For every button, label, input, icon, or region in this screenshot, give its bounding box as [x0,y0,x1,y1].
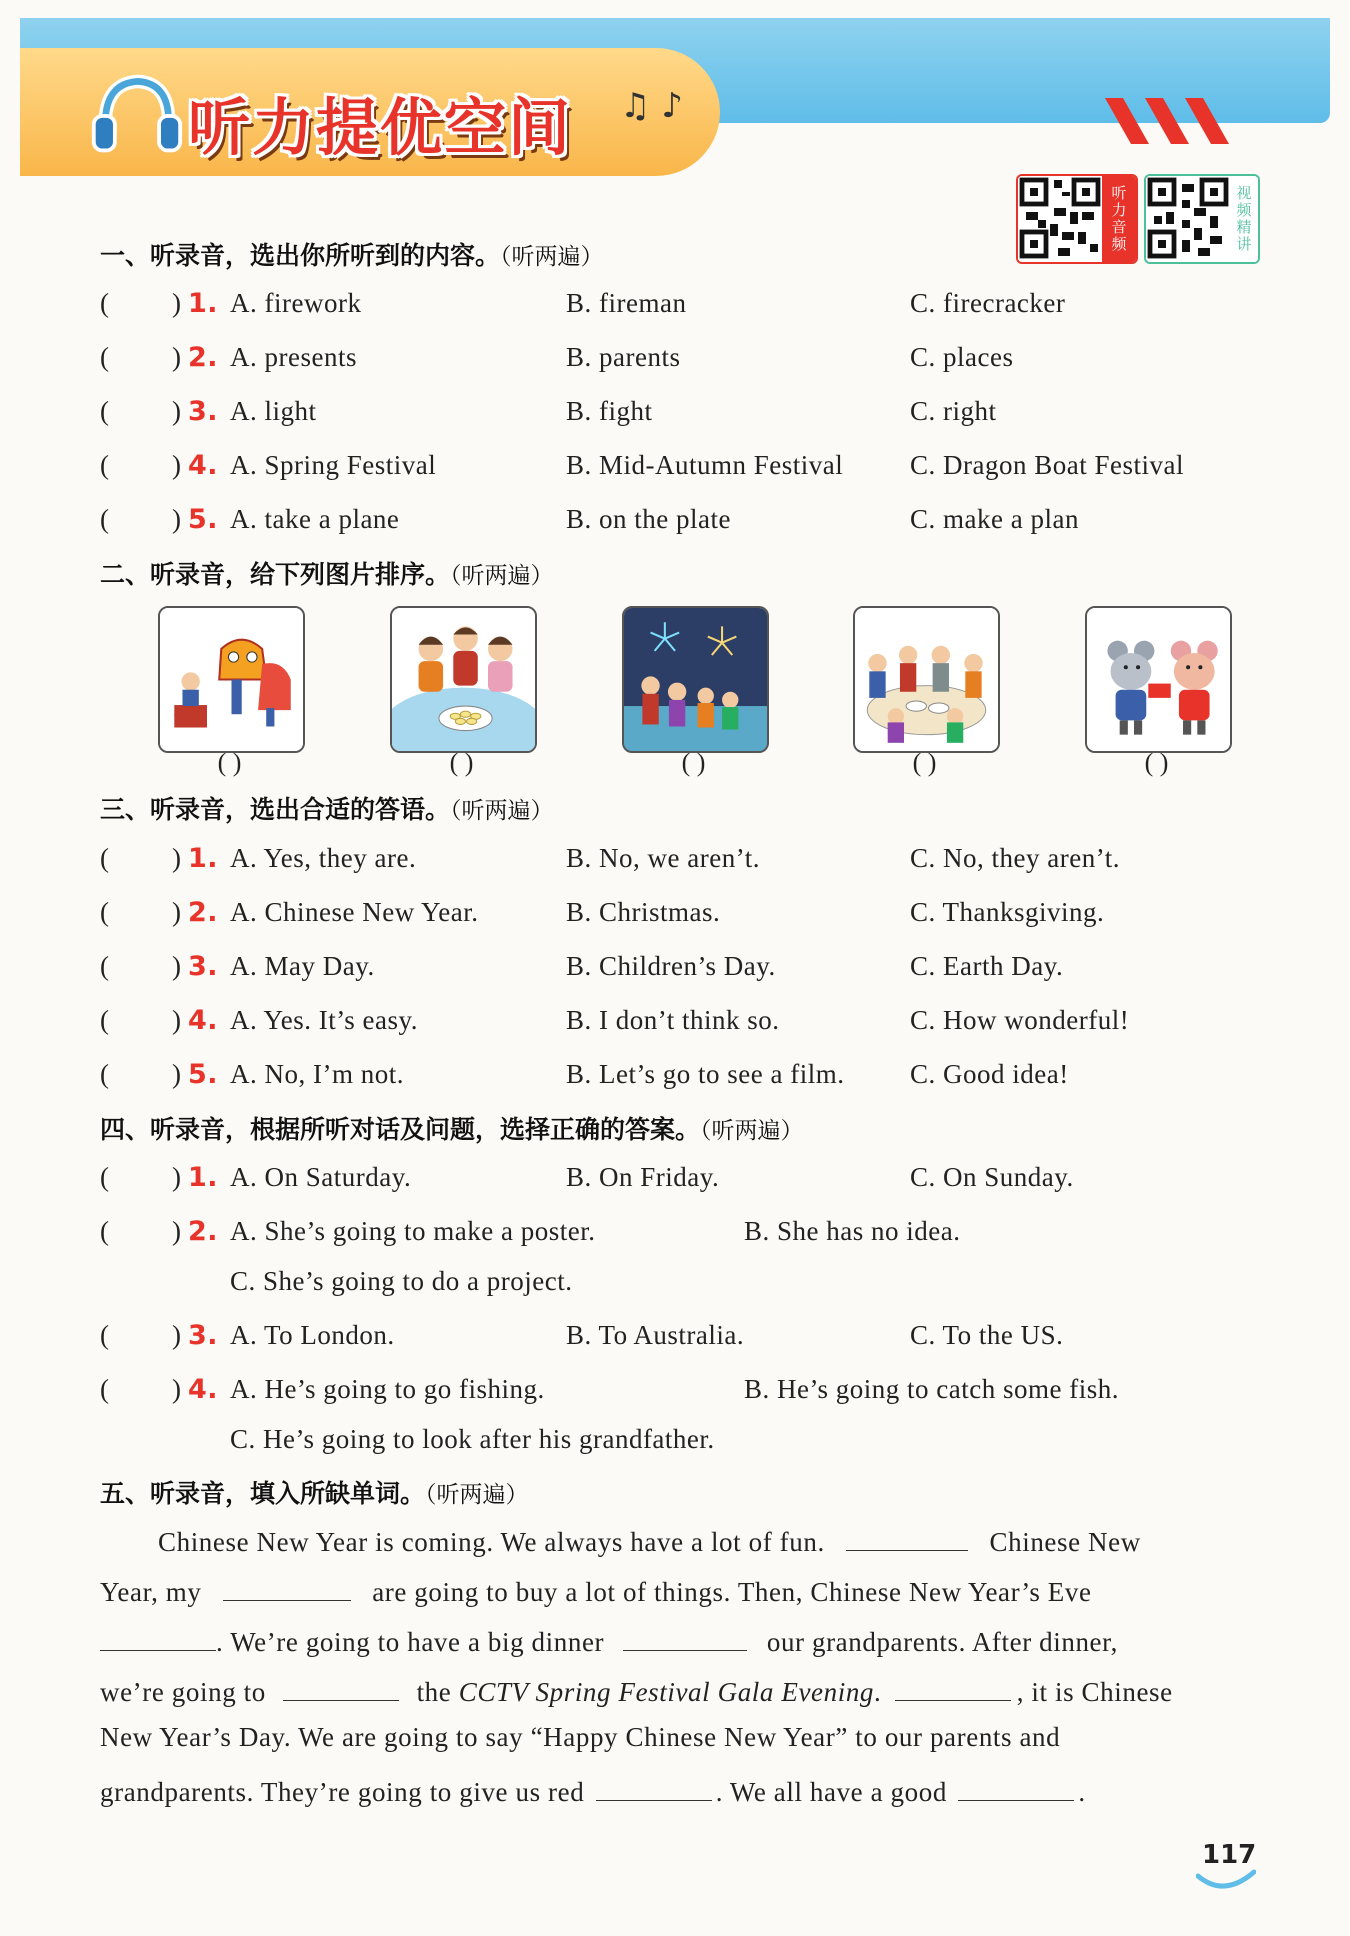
list-item: ( ) 2. A. Chinese New Year. B. Christmas. C. Thanksgiving. [100,897,1105,928]
qr-audio-label: 听 力 音 频 [1102,176,1136,262]
picture-family-dinner [853,606,1000,753]
qr-audio[interactable] [1016,174,1138,264]
fill-blank[interactable] [283,1672,399,1701]
qr-code-icon [1018,176,1102,260]
fill-blank[interactable] [895,1672,1011,1701]
qr-code-icon [1146,176,1230,260]
list-item-continued: C. She’s going to do a project. [230,1266,573,1296]
section2-title: 二、听录音，给下列图片排序。（听两遍） [100,560,554,589]
list-item: ( ) 4. A. Yes. It’s easy. B. I don’t think so. C. How wonderful! [100,1005,1130,1036]
programme-title: CCTV Spring Festival Gala Evening [458,1677,875,1707]
paragraph-line: Chinese New Year is coming. We always have a lot of fun. Chinese New [158,1522,1256,1558]
list-item: ( ) 5. A. take a plane B. on the plate C. make a plan [100,504,1079,535]
headphone-icon [88,66,184,162]
picture-making-dumplings [390,606,537,753]
fill-blank[interactable] [623,1622,747,1651]
qr-video-label: 视 频 精 讲 [1230,176,1258,262]
paragraph-line: we’re going to the CCTV Spring Festival Gala Evening. , it is Chinese [100,1672,1256,1708]
list-item: ( ) 1. A. On Saturday. B. On Friday. C. On Sunday. [100,1162,1074,1193]
swoosh-decoration [1196,1868,1256,1892]
picture-answer-blank[interactable]: ( ) [1144,748,1169,777]
paragraph-line: Year, my are going to buy a lot of things. Then, Chinese New Year’s Eve [100,1572,1256,1608]
list-item: ( ) 4. A. Spring Festival B. Mid-Autumn Festival C. Dragon Boat Festival [100,450,1184,481]
fill-blank[interactable] [958,1772,1074,1801]
fill-blank[interactable] [846,1522,968,1551]
section4-title: 四、听录音，根据所听对话及问题，选择正确的答案。（听两遍） [100,1115,804,1144]
list-item: ( ) 3. A. light B. fight C. right [100,396,997,427]
picture-red-packet [1085,606,1232,753]
picture-lion-dance [158,606,305,753]
fill-blank[interactable] [100,1622,216,1651]
list-item: ( ) 2. A. presents B. parents C. places [100,342,1014,373]
paragraph-line: grandparents. They’re going to give us red . We all have a good . [100,1772,1256,1808]
picture-answer-blank[interactable]: ( ) [449,748,474,777]
paragraph-line: . We’re going to have a big dinner our grandparents. After dinner, [100,1622,1256,1658]
list-item: ( ) 1. A. Yes, they are. B. No, we aren’t. C. No, they aren’t. [100,843,1120,874]
list-item: ( ) 3. A. May Day. B. Children’s Day. C. Earth Day. [100,951,1064,982]
page-number: 117 [1202,1840,1257,1870]
section3-title: 三、听录音，选出合适的答语。（听两遍） [100,795,554,824]
paragraph-line: New Year’s Day. We are going to say “Happy Chinese New Year” to our parents and [100,1722,1061,1752]
section5-title: 五、听录音，填入所缺单词。（听两遍） [100,1479,529,1508]
list-item-continued: C. He’s going to look after his grandfather. [230,1424,715,1454]
list-item: ( ) 1. A. firework B. fireman C. firecracker [100,288,1066,319]
picture-answer-blank[interactable]: ( ) [912,748,937,777]
picture-fireworks [622,606,769,753]
list-item: ( ) 2. A. She’s going to make a poster. B. She has no idea. [100,1216,961,1247]
stripes-decoration [1105,96,1235,146]
picture-answer-blank[interactable]: ( ) [681,748,706,777]
list-item: ( ) 5. A. No, I’m not. B. Let’s go to see a film. C. Good idea! [100,1059,1069,1090]
picture-answer-blank[interactable]: ( ) [217,748,242,777]
list-item: ( ) 4. A. He’s going to go fishing. B. He’s going to catch some fish. [100,1374,1119,1405]
page-title: 听力提优空间 [188,91,573,164]
qr-video[interactable] [1144,174,1260,264]
list-item: ( ) 3. A. To London. B. To Australia. C. To the US. [100,1320,1064,1351]
music-note-icon: ♫ ♪ [620,86,683,126]
fill-blank[interactable] [223,1572,351,1601]
fill-blank[interactable] [596,1772,712,1801]
section1-title: 一、听录音，选出你所听到的内容。（听两遍） [100,241,604,270]
